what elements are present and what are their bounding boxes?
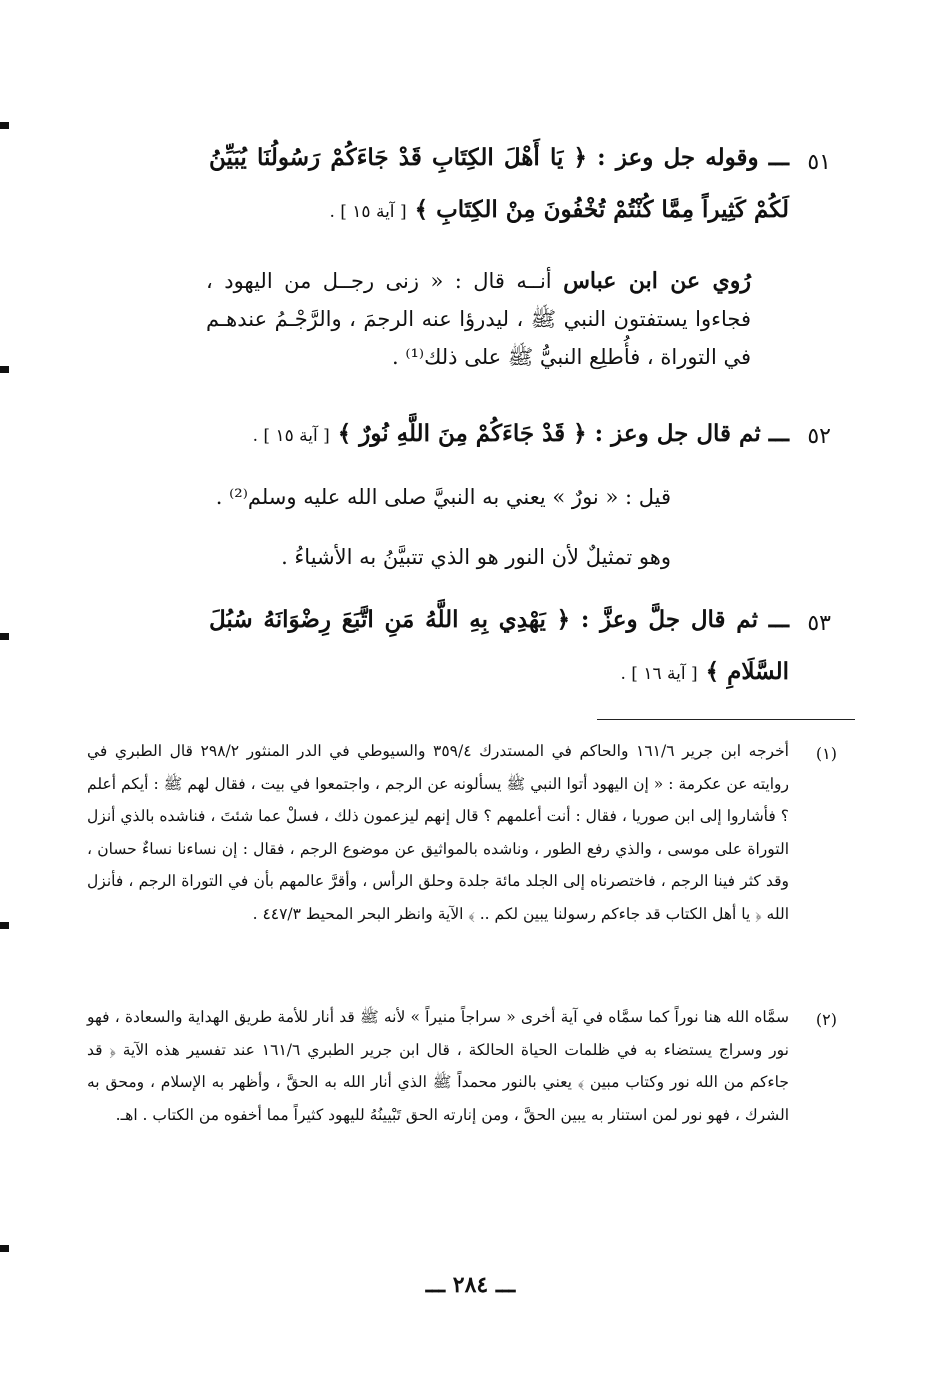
narration-text: وهو تمثيلٌ لأن النور هو الذي تتبيَّنُ به الأشياءُ . — [281, 545, 671, 569]
narration-line — [231, 538, 671, 576]
page-number: ـــ ٢٨٤ ـــ — [425, 1272, 516, 1298]
narration-line — [215, 478, 671, 516]
narrator-name: رُوي عن ابن عباس — [563, 268, 751, 294]
narration-paragraph — [206, 262, 751, 376]
narration-text: أنــه قال : « زنى رجــل من اليهود ، فجاءوا يستفتون النبي ﷺ ، ليدرؤا عنه الرجمَ ، والرَّجْـمُ عندهـم في التوراة ، فأُطلِع النبيُّ ﷺ على ذلك⁽¹⁾ . — [206, 269, 751, 369]
edge-mark — [0, 922, 9, 929]
entry-heading — [209, 594, 789, 700]
verse-reference: [ آية ١٥ ] . — [252, 426, 330, 446]
entry-number: ٥١ — [807, 150, 831, 175]
footnote-text: أخرجه ابن جرير ١٦١/٦ والحاكم في المستدرك ٣٥٩/٤ والسيوطي في الدر المنثور ٢٩٨/٢ قال الطبري في روايته عن عكرمة : « إن اليهود أتوا النبي ﷺ يسألونه عن الرجم ، واجتمعوا في بيت ، فقال لهم ﷺ : أيكم أعلم ؟ فأشاروا إلى ابن صوريا ، فقال : أنت أعلمهم ؟ قال إنهم ليزعمون ذلك ، فسلْ عما شئتَ ، فناشده بالذي أنزل التوراة على موسى ، والذي رفع الطور ، وناشده بالمواثيق عن موضوع الرجم ، فقال : إن نساءنا نساءٌ حسان ، وقد كثر فينا الرجم ، فاختصرناه إلى الجلد مائة جلدة وحلق الرأس ، وأقرَّ عالمهم بأن في التوراة الرجم ، فأنزل الله ﴿ يا أهل الكتاب قد جاءكم رسولنا يبين لكم .. ﴾ الآية وانظر البحر المحيط ٤٤٧/٣ . — [87, 742, 789, 923]
footnote-marker: (١) — [815, 744, 837, 763]
edge-mark — [0, 633, 9, 640]
entry-text: ـــ ثم قال جل وعز : ﴿ قَدْ جَاءَكُمْ مِنَ اللَّهِ نُورٌ ﴾ — [337, 420, 789, 447]
verse-reference: [ آية ١٦ ] . — [620, 664, 698, 684]
footnote-text: سمَّاه الله هنا نوراً كما سمَّاه في آية أخرى « سراجاً منيراً » لأنه ﷺ قد أنار للأمة طريق الهداية والسعادة ، فهو نور وسراج يستضاء به في ظلمات الحياة الحالكة ، قال ابن جرير الطبري ١٦١/٦ عند تفسير هذه الآية ﴿ قد جاءكم من الله نور وكتاب مبين ﴾ يعني بالنور محمداً ﷺ الذي أنار الله به الحقَّ ، وأظهر به الإسلام ، ومحق به الشرك ، فهو نور لمن استنار به يبين الحقَّ ، ومن إنارته الحق تَبْيينُهُ لليهود كثيراً مما أخفوه من الكتاب . اهـ. — [87, 1008, 789, 1124]
footnote-marker: (٢) — [815, 1010, 837, 1029]
edge-mark — [0, 366, 9, 373]
footnote — [87, 1001, 789, 1131]
entry-text: ـــ ثم قال جلَّ وعزَّ : ﴿ يَهْدِي بِهِ اللَّهُ مَنِ اتَّبَعَ رِضْوَانَهُ سُبُلَ السَّلَامِ ﴾ — [209, 606, 789, 685]
entry-heading — [209, 132, 789, 238]
footnote-separator — [597, 719, 855, 720]
edge-mark — [0, 1245, 9, 1252]
entry-heading — [109, 408, 789, 462]
edge-mark — [0, 122, 9, 129]
footnote — [87, 735, 789, 931]
entry-text: ـــ وقوله جل وعز : ﴿ يَا أَهْلَ الكِتَابِ قَدْ جَاءَكُمْ رَسُولُنَا يُبَيِّنُ لَكُمْ كَثِيراً مِمَّا كُنْتُمْ تُخْفُونَ مِنْ الكِتَابِ ﴾ — [209, 144, 789, 223]
entry-number: ٥٣ — [807, 611, 831, 636]
verse-reference: [ آية ١٥ ] . — [329, 202, 407, 222]
entry-number: ٥٢ — [807, 424, 831, 449]
narration-text: قيل : « نورٌ » يعني به النبيَّ صلى الله عليه وسلم⁽²⁾ . — [215, 485, 671, 509]
